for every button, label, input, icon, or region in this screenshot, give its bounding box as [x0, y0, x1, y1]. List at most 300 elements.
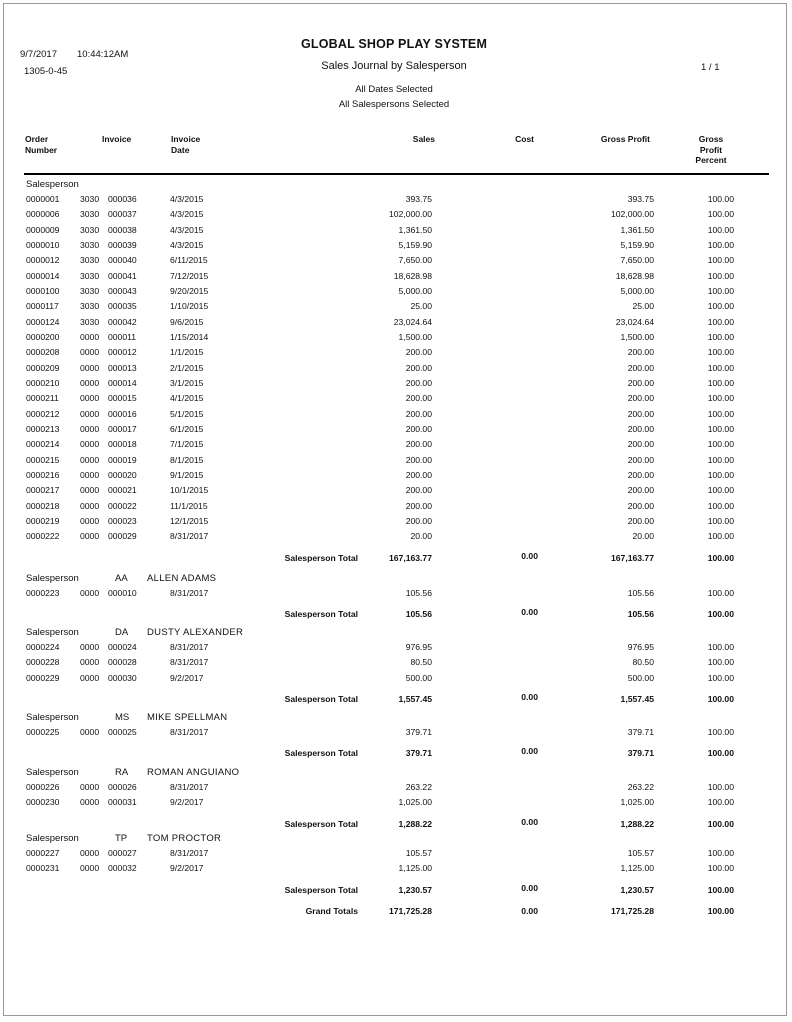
invoice-number: 000016	[108, 408, 137, 419]
order-number: 0000217	[26, 485, 60, 496]
gross-profit-value: 80.50	[632, 657, 654, 668]
invoice-date: 4/1/2015	[170, 393, 204, 404]
gross-profit-percent-value: 100.00	[707, 515, 734, 526]
col-invoice-date-line2: Date	[171, 144, 190, 155]
location-code: 0000	[80, 500, 100, 511]
sales-value: 18,628.98	[393, 270, 432, 281]
order-number: 0000231	[26, 863, 60, 874]
sales-value: 200.00	[405, 515, 432, 526]
table-row	[4, 531, 788, 546]
salesperson-total-row	[4, 550, 788, 568]
order-number: 0000218	[26, 500, 60, 511]
grand-total-sales: 171,725.28	[388, 905, 432, 916]
col-gross-profit-percent	[686, 134, 736, 166]
location-code: 0000	[80, 515, 100, 526]
invoice-date: 1/1/2015	[170, 347, 204, 358]
salesperson-total-row	[4, 882, 788, 900]
total-sales: 1,230.57	[398, 884, 432, 895]
invoice-number: 000015	[108, 393, 137, 404]
table-row	[4, 501, 788, 516]
gross-profit-percent-value: 100.00	[707, 209, 734, 220]
table-row	[4, 286, 788, 301]
order-number: 0000009	[26, 224, 60, 235]
gross-profit-value: 200.00	[627, 515, 654, 526]
salesperson-group-header	[4, 627, 788, 641]
total-cost: 0.00	[521, 550, 538, 561]
gross-profit-value: 5,159.90	[620, 239, 654, 250]
salesperson-total-label: Salesperson Total	[284, 748, 358, 759]
invoice-date: 4/3/2015	[170, 239, 204, 250]
table-row	[4, 317, 788, 332]
gross-profit-percent-value: 100.00	[707, 194, 734, 204]
table-row	[4, 271, 788, 286]
gross-profit-percent-value: 100.00	[707, 797, 734, 808]
invoice-number: 000025	[108, 727, 137, 737]
gross-profit-percent-value: 100.00	[707, 331, 734, 342]
grand-total-gross-profit-percent: 100.00	[707, 905, 734, 916]
location-code: 0000	[80, 642, 100, 652]
invoice-number: 000026	[108, 782, 137, 792]
table-row	[4, 209, 788, 224]
sales-value: 200.00	[405, 408, 432, 419]
table-row	[4, 470, 788, 485]
table-row	[4, 424, 788, 439]
location-code: 0000	[80, 423, 100, 434]
invoice-date: 9/2/2017	[170, 863, 204, 874]
gross-profit-percent-value: 100.00	[707, 672, 734, 683]
order-number: 0000200	[26, 331, 60, 342]
gross-profit-value: 18,628.98	[615, 270, 654, 281]
sales-value: 200.00	[405, 377, 432, 388]
col-order-line1: Order	[25, 134, 49, 144]
order-number: 0000001	[26, 194, 60, 204]
order-number: 0000124	[26, 316, 60, 327]
invoice-number: 000011	[108, 331, 137, 342]
invoice-number: 000035	[108, 301, 137, 312]
gross-profit-value: 5,000.00	[620, 285, 654, 296]
location-code: 3030	[80, 194, 100, 204]
col-invoice-date	[171, 134, 200, 155]
table-row	[4, 439, 788, 454]
location-code: 3030	[80, 224, 100, 235]
filter-salespersons: All Salespersons Selected	[338, 99, 450, 110]
gross-profit-percent-value: 100.00	[707, 316, 734, 327]
gross-profit-percent-value: 100.00	[707, 500, 734, 511]
table-row	[4, 642, 788, 657]
report-title: GLOBAL SHOP PLAY SYSTEM	[300, 37, 488, 51]
salesperson-code: TP	[115, 833, 128, 844]
total-cost: 0.00	[521, 746, 538, 757]
location-code: 0000	[80, 408, 100, 419]
gross-profit-value: 976.95	[627, 642, 654, 652]
invoice-date: 1/15/2014	[170, 331, 209, 342]
gross-profit-value: 200.00	[627, 408, 654, 419]
invoice-date: 8/31/2017	[170, 531, 209, 542]
report-page	[3, 3, 787, 1016]
invoice-number: 000021	[108, 485, 137, 496]
gross-profit-value: 1,500.00	[620, 331, 654, 342]
gross-profit-value: 105.56	[627, 588, 654, 598]
invoice-number: 000024	[108, 642, 137, 652]
sales-value: 393.75	[405, 194, 432, 204]
invoice-date: 4/3/2015	[170, 224, 204, 235]
order-number: 0000222	[26, 531, 60, 542]
salesperson-name: TOM PROCTOR	[147, 833, 222, 844]
invoice-number: 000038	[108, 224, 137, 235]
sales-value: 105.57	[405, 848, 432, 858]
order-number: 0000014	[26, 270, 60, 281]
gross-profit-percent-value: 100.00	[707, 377, 734, 388]
total-sales: 1,557.45	[398, 693, 432, 704]
location-code: 0000	[80, 848, 100, 858]
salesperson-name: MIKE SPELLMAN	[147, 712, 228, 723]
invoice-number: 000012	[108, 347, 137, 358]
location-code: 0000	[80, 393, 100, 404]
order-number: 0000214	[26, 439, 60, 450]
salesperson-code: AA	[115, 573, 128, 584]
gross-profit-value: 200.00	[627, 362, 654, 373]
gross-profit-value: 379.71	[627, 727, 654, 737]
sales-value: 5,159.90	[398, 239, 432, 250]
salesperson-group-header	[4, 712, 788, 726]
col-order-line2: Number	[25, 144, 58, 155]
grand-total-gross-profit: 171,725.28	[610, 905, 654, 916]
location-code: 0000	[80, 331, 100, 342]
gross-profit-value: 1,125.00	[620, 863, 654, 874]
invoice-date: 9/2/2017	[170, 797, 204, 808]
invoice-number: 000028	[108, 657, 137, 668]
gross-profit-percent-value: 100.00	[707, 727, 734, 737]
gross-profit-value: 1,025.00	[620, 797, 654, 808]
gross-profit-percent-value: 100.00	[707, 239, 734, 250]
gross-profit-percent-value: 100.00	[707, 642, 734, 652]
invoice-date: 1/10/2015	[170, 301, 209, 312]
gross-profit-value: 20.00	[632, 531, 654, 542]
order-number: 0000219	[26, 515, 60, 526]
invoice-date: 3/1/2015	[170, 377, 204, 388]
table-row	[4, 301, 788, 316]
salesperson-label: Salesperson	[26, 767, 79, 778]
sales-value: 1,500.00	[398, 331, 432, 342]
grand-total-label: Grand Totals	[305, 905, 358, 916]
table-row	[4, 673, 788, 688]
filter-dates: All Dates Selected	[355, 84, 433, 95]
grand-total-cost: 0.00	[521, 905, 538, 916]
table-row	[4, 332, 788, 347]
salesperson-name: ROMAN ANGUIANO	[147, 767, 240, 778]
sales-value: 200.00	[405, 454, 432, 465]
salesperson-total-row	[4, 816, 788, 834]
total-cost: 0.00	[521, 691, 538, 702]
invoice-number: 000013	[108, 362, 137, 373]
salesperson-code: RA	[115, 767, 129, 778]
salesperson-group-header	[4, 767, 788, 781]
table-row	[4, 727, 788, 742]
table-row	[4, 393, 788, 408]
order-number: 0000208	[26, 347, 60, 358]
sales-value: 23,024.64	[393, 316, 432, 327]
location-code: 3030	[80, 239, 100, 250]
salesperson-group-header	[4, 833, 788, 847]
sales-value: 200.00	[405, 485, 432, 496]
total-gross-profit-percent: 100.00	[707, 884, 734, 895]
salesperson-label: Salesperson	[26, 833, 79, 844]
sales-value: 263.22	[405, 782, 432, 792]
total-gross-profit-percent: 100.00	[707, 818, 734, 829]
salesperson-total-label: Salesperson Total	[284, 818, 358, 829]
location-code: 0000	[80, 727, 100, 737]
total-cost: 0.00	[521, 816, 538, 827]
order-number: 0000227	[26, 848, 60, 858]
gross-profit-value: 7,650.00	[620, 255, 654, 266]
table-row	[4, 194, 788, 209]
table-row	[4, 378, 788, 393]
col-gpp-line1: Gross	[698, 134, 724, 144]
total-sales: 167,163.77	[388, 552, 432, 563]
sales-value: 200.00	[405, 469, 432, 480]
order-number: 0000225	[26, 727, 60, 737]
gross-profit-value: 200.00	[627, 347, 654, 358]
location-code: 0000	[80, 469, 100, 480]
invoice-date: 9/20/2015	[170, 285, 209, 296]
table-row	[4, 588, 788, 603]
gross-profit-percent-value: 100.00	[707, 439, 734, 450]
order-number: 0000209	[26, 362, 60, 373]
location-code: 0000	[80, 672, 100, 683]
table-row	[4, 409, 788, 424]
gross-profit-percent-value: 100.00	[707, 469, 734, 480]
table-row	[4, 225, 788, 240]
invoice-date: 4/3/2015	[170, 209, 204, 220]
invoice-number: 000043	[108, 285, 137, 296]
location-code: 3030	[80, 301, 100, 312]
grand-total-row	[4, 906, 788, 921]
invoice-number: 000037	[108, 209, 137, 220]
gross-profit-value: 200.00	[627, 469, 654, 480]
salesperson-total-row	[4, 609, 788, 624]
invoice-date: 7/12/2015	[170, 270, 209, 281]
location-code: 0000	[80, 782, 100, 792]
report-date: 9/7/2017	[20, 49, 57, 60]
sales-value: 976.95	[405, 642, 432, 652]
location-code: 0000	[80, 485, 100, 496]
order-number: 0000226	[26, 782, 60, 792]
order-number: 0000216	[26, 469, 60, 480]
order-number: 0000117	[26, 301, 59, 312]
sales-value: 7,650.00	[398, 255, 432, 266]
invoice-date: 9/2/2017	[170, 672, 204, 683]
col-gross-profit: Gross Profit	[600, 134, 650, 144]
location-code: 0000	[80, 454, 100, 465]
invoice-date: 9/6/2015	[170, 316, 204, 327]
gross-profit-value: 200.00	[627, 454, 654, 465]
table-row	[4, 455, 788, 470]
col-gpp-line2: Profit	[699, 144, 723, 155]
gross-profit-value: 102,000.00	[610, 209, 654, 220]
gross-profit-value: 200.00	[627, 439, 654, 450]
location-code: 3030	[80, 209, 100, 220]
location-code: 0000	[80, 439, 100, 450]
table-row	[4, 516, 788, 531]
gross-profit-percent-value: 100.00	[707, 485, 734, 496]
header-rule	[24, 173, 769, 175]
invoice-date: 8/31/2017	[170, 642, 209, 652]
invoice-date: 12/1/2015	[170, 515, 209, 526]
sales-value: 1,125.00	[398, 863, 432, 874]
order-number: 0000213	[26, 423, 60, 434]
gross-profit-value: 105.57	[627, 848, 654, 858]
gross-profit-percent-value: 100.00	[707, 224, 734, 235]
gross-profit-value: 200.00	[627, 485, 654, 496]
salesperson-total-label: Salesperson Total	[284, 609, 358, 620]
total-gross-profit: 1,557.45	[620, 693, 654, 704]
invoice-number: 000032	[108, 863, 137, 874]
total-gross-profit-percent: 100.00	[707, 609, 734, 620]
order-number: 0000210	[26, 377, 60, 388]
total-sales: 105.56	[405, 609, 432, 620]
invoice-number: 000039	[108, 239, 137, 250]
invoice-date: 9/1/2015	[170, 469, 204, 480]
gross-profit-percent-value: 100.00	[707, 285, 734, 296]
invoice-date: 11/1/2015	[170, 500, 208, 511]
order-number: 0000223	[26, 588, 60, 598]
location-code: 0000	[80, 797, 100, 808]
invoice-number: 000014	[108, 377, 137, 388]
total-gross-profit: 1,288.22	[620, 818, 654, 829]
order-number: 0000229	[26, 672, 60, 683]
total-gross-profit-percent: 100.00	[707, 748, 734, 759]
report-code: 1305-0-45	[24, 66, 68, 77]
gross-profit-value: 200.00	[627, 500, 654, 511]
salesperson-total-row	[4, 691, 788, 709]
location-code: 3030	[80, 255, 100, 266]
invoice-number: 000010	[108, 588, 137, 598]
invoice-date: 6/11/2015	[170, 255, 208, 266]
gross-profit-percent-value: 100.00	[707, 393, 734, 404]
location-code: 3030	[80, 270, 100, 281]
location-code: 0000	[80, 377, 100, 388]
location-code: 0000	[80, 863, 100, 874]
salesperson-label: Salesperson	[26, 573, 79, 584]
table-row	[4, 255, 788, 270]
sales-value: 200.00	[405, 439, 432, 450]
sales-value: 105.56	[405, 588, 432, 598]
gross-profit-percent-value: 100.00	[707, 255, 734, 266]
gross-profit-percent-value: 100.00	[707, 588, 734, 598]
order-number: 0000212	[26, 408, 60, 419]
location-code: 0000	[80, 588, 100, 598]
invoice-number: 000017	[108, 423, 137, 434]
total-gross-profit: 167,163.77	[610, 552, 654, 563]
salesperson-total-label: Salesperson Total	[284, 884, 358, 895]
sales-value: 200.00	[405, 347, 432, 358]
gross-profit-value: 263.22	[627, 782, 654, 792]
invoice-number: 000023	[108, 515, 137, 526]
invoice-number: 000020	[108, 469, 137, 480]
total-sales: 379.71	[405, 748, 432, 759]
gross-profit-value: 25.00	[632, 301, 654, 312]
table-row	[4, 797, 788, 812]
invoice-number: 000018	[108, 439, 137, 450]
gross-profit-percent-value: 100.00	[707, 408, 734, 419]
invoice-date: 4/3/2015	[170, 194, 204, 204]
salesperson-label: Salesperson	[26, 627, 79, 638]
sales-value: 20.00	[410, 531, 432, 542]
gross-profit-percent-value: 100.00	[707, 270, 734, 281]
col-invoice-date-line1: Invoice	[171, 134, 201, 144]
report-time: 10:44:12AM	[77, 49, 129, 60]
invoice-date: 8/31/2017	[170, 782, 209, 792]
salesperson-name: ALLEN ADAMS	[147, 573, 217, 584]
salesperson-total-label: Salesperson Total	[284, 552, 358, 563]
location-code: 0000	[80, 362, 100, 373]
order-number: 0000211	[26, 393, 59, 404]
order-number: 0000228	[26, 657, 60, 668]
sales-value: 379.71	[405, 727, 432, 737]
table-row	[4, 657, 788, 672]
invoice-number: 000041	[108, 270, 137, 281]
gross-profit-percent-value: 100.00	[707, 362, 734, 373]
invoice-date: 8/31/2017	[170, 848, 209, 858]
invoice-number: 000031	[108, 797, 137, 808]
col-order-number	[25, 134, 57, 155]
location-code: 0000	[80, 347, 100, 358]
invoice-number: 000030	[108, 672, 137, 683]
total-sales: 1,288.22	[398, 818, 432, 829]
gross-profit-percent-value: 100.00	[707, 454, 734, 465]
invoice-date: 5/1/2015	[170, 408, 204, 419]
total-gross-profit-percent: 100.00	[707, 693, 734, 704]
sales-value: 200.00	[405, 362, 432, 373]
table-row	[4, 240, 788, 255]
sales-value: 200.00	[405, 423, 432, 434]
sales-value: 102,000.00	[388, 209, 432, 220]
col-invoice: Invoice	[102, 134, 132, 144]
gross-profit-value: 500.00	[627, 672, 654, 683]
total-gross-profit: 105.56	[627, 609, 654, 620]
total-gross-profit: 379.71	[627, 748, 654, 759]
salesperson-label: Salesperson	[26, 712, 79, 723]
table-row	[4, 485, 788, 500]
salesperson-code: MS	[115, 712, 130, 723]
order-number: 0000100	[26, 285, 60, 296]
gross-profit-value: 200.00	[627, 423, 654, 434]
sales-value: 500.00	[405, 672, 432, 683]
invoice-date: 6/1/2015	[170, 423, 204, 434]
location-code: 0000	[80, 531, 100, 542]
table-row	[4, 863, 788, 878]
report-subtitle: Sales Journal by Salesperson	[321, 60, 467, 72]
table-row	[4, 848, 788, 863]
sales-value: 25.00	[410, 301, 432, 312]
invoice-date: 8/31/2017	[170, 727, 209, 737]
invoice-number: 000036	[108, 194, 137, 204]
invoice-number: 000027	[108, 848, 137, 858]
total-cost: 0.00	[521, 882, 538, 893]
total-cost: 0.00	[521, 607, 538, 618]
gross-profit-percent-value: 100.00	[707, 423, 734, 434]
order-number: 0000230	[26, 797, 60, 808]
sales-value: 200.00	[405, 500, 432, 511]
invoice-date: 2/1/2015	[170, 362, 204, 373]
sales-value: 1,361.50	[398, 224, 432, 235]
sales-value: 80.50	[410, 657, 432, 668]
table-row	[4, 347, 788, 362]
gross-profit-value: 393.75	[627, 194, 654, 204]
location-code: 3030	[80, 316, 100, 327]
col-sales: Sales	[412, 134, 435, 144]
table-row	[4, 782, 788, 797]
